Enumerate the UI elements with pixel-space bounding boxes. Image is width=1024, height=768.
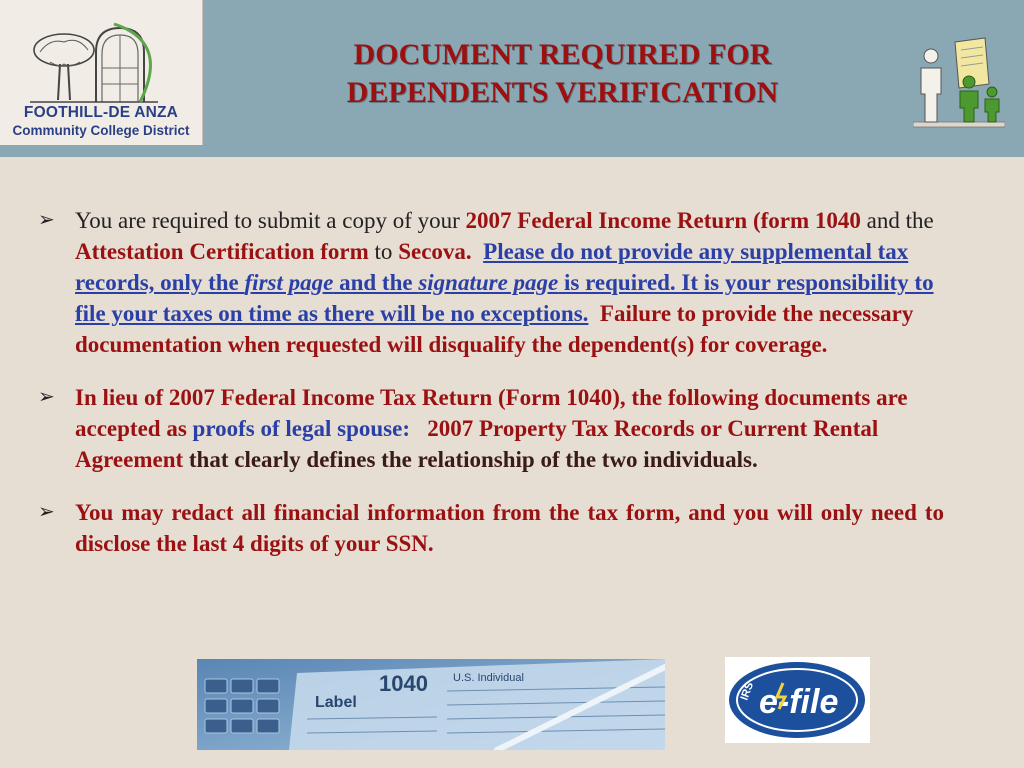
b2-text-4: that clearly defines the relationship of the two individuals. [183,447,758,472]
b1-text-2: 2007 Federal Income Return (form 1040 [465,208,861,233]
efile-irs-text: IRS [738,680,757,703]
b1-text-1: You are required to submit a copy of your [75,208,466,233]
efile-text: e-file [759,683,839,721]
title-line-1: DOCUMENT REQUIRED FOR [353,38,772,71]
b1-text-6: Secova. [398,239,472,264]
b2-text-1: In lieu of 2007 Federal Income Tax Return (Form 1040), the following documents are accepted as [75,385,908,441]
irs-efile-logo [725,657,870,743]
b1-text-7: Please do not provide any supplemental tax records, only the [75,239,909,295]
bullet-spouse-proof [38,382,944,475]
b2-text-2: proofs of legal spouse: [192,416,410,441]
bullet-arrow-icon: ➢ [38,207,55,231]
district-logo [0,0,203,145]
tree-arch-logo-icon [30,22,160,104]
logo-name-line2: Community College District [12,123,190,138]
b1-text-3: and the [860,208,934,233]
header-bar [0,0,1024,157]
b1-text-4: Attestation Certification form [75,239,369,264]
b1-text-8: first page [244,270,334,295]
form-title-text: 1040 [379,671,428,696]
bullet-tax-return-requirement [38,205,944,360]
form-label-text: Label [315,694,357,711]
family-people-icon [913,36,1005,130]
b2-text-3: 2007 Property Tax Records or Current Rental Agreement [75,416,879,472]
form-header-text: U.S. Individual [453,672,524,684]
bullet-redact-info [38,497,944,559]
bullet-arrow-icon: ➢ [38,384,55,408]
bullet-list [38,205,944,581]
b1-text-10: signature page [418,270,559,295]
tax-form-1040-image [197,659,665,750]
bullet-arrow-icon: ➢ [38,499,55,523]
b1-text-12: Failure to provide the necessary documentation when requested will disqualify the dependent(s) for coverage. [75,301,914,357]
logo-name-line1: FOOTHILL-DE ANZA [23,104,179,121]
title-line-2: DEPENDENTS VERIFICATION [346,76,779,109]
b3-text-1: You may redact all financial information from the tax form, and you will only need to disclose the last 4 digits of your SSN. [75,500,944,556]
b1-text-11: is required. It is your responsibility to file your taxes on time as there will be no exceptions. [75,270,934,326]
page-title [330,36,920,112]
b1-text-5: to [368,239,399,264]
b1-text-9: and the [333,270,419,295]
